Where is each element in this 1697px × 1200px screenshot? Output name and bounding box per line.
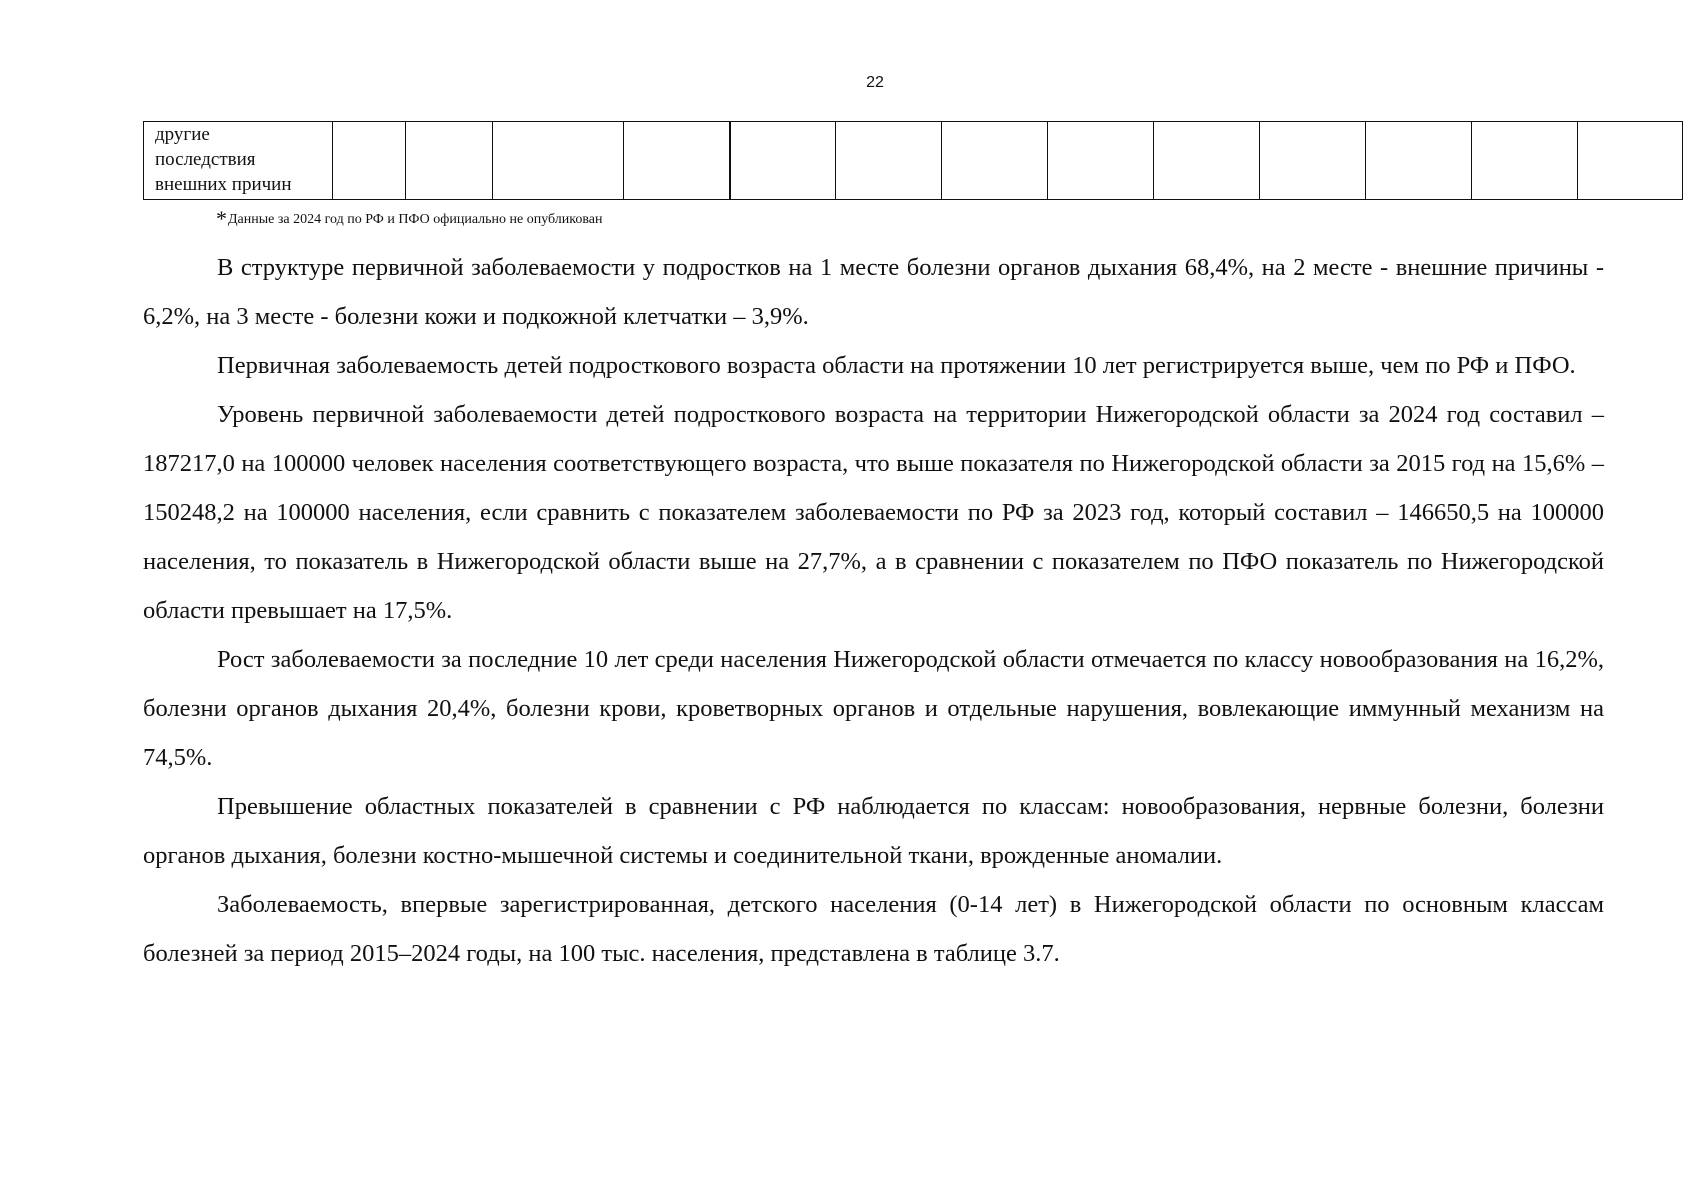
row-label-line: последствия: [155, 149, 256, 170]
table-cell: [493, 122, 624, 200]
paragraph: Рост заболеваемости за последние 10 лет среди населения Нижегородской области отмечается по классу новообразования на 16,2%, болезни органов дыхания 20,4%, болезни крови, кроветворных органов и отдельные нарушения, вовлекающие иммунный механизм на 74,5%.: [143, 646, 1604, 771]
footnote-text: Данные за 2024 год по РФ и ПФО официально не опубликован: [228, 212, 603, 227]
table-footnote: [216, 206, 603, 232]
table-cell: [836, 122, 942, 200]
table-cell: [1472, 122, 1578, 200]
table-row: [144, 122, 1683, 200]
table-cell: [730, 122, 836, 200]
paragraph: Первичная заболеваемость детей подросткового возраста области на протяжении 10 лет регистрируется выше, чем по РФ и ПФО.: [217, 352, 1576, 379]
paragraph: Заболеваемость, впервые зарегистрированная, детского населения (0-14 лет) в Нижегородской области по основным классам болезней за период 2015–2024 годы, на 100 тыс. населения, представлена в таблице 3.7.: [143, 891, 1604, 967]
document-body: [143, 243, 1604, 978]
paragraph: Превышение областных показателей в сравнении с РФ наблюдается по классам: новообразования, нервные болезни, болезни органов дыхания, болезни костно-мышечной системы и соединительной ткани, врожденные аномалии.: [143, 793, 1604, 869]
paragraph: Уровень первичной заболеваемости детей подросткового возраста на территории Нижегородской области за 2024 год составил – 187217,0 на 100000 человек населения соответствующего возраста, что выше показателя по Нижегородской области за 2015 год на 15,6% – 150248,2 на 100000 населения, если сравнить с показателем заболеваемости по РФ за 2023 год, который составил – 146650,5 на 100000 населения, то показатель в Нижегородской области выше на 27,7%, а в сравнении с показателем по ПФО показатель по Нижегородской области превышает на 17,5%.: [143, 401, 1604, 624]
row-label-line: внешних причин: [155, 174, 292, 195]
row-label-cell: [144, 122, 333, 200]
row-label-line: другие: [155, 124, 210, 145]
paragraph: В структуре первичной заболеваемости у подростков на 1 месте болезни органов дыхания 68,4%, на 2 месте - внешние причины - 6,2%, на 3 месте - болезни кожи и подкожной клетчатки – 3,9%.: [143, 254, 1604, 330]
table-cell: [1048, 122, 1154, 200]
table-cell: [333, 122, 406, 200]
table-cell: [406, 122, 493, 200]
page-number: 22: [866, 74, 884, 91]
table-cell: [1154, 122, 1260, 200]
table-cell: [1578, 122, 1683, 200]
table-cell: [624, 122, 730, 200]
data-table-continuation: [143, 121, 1683, 200]
table-cell: [1260, 122, 1366, 200]
table-cell: [1366, 122, 1472, 200]
footnote-marker: *: [216, 206, 227, 231]
table-cell: [942, 122, 1048, 200]
